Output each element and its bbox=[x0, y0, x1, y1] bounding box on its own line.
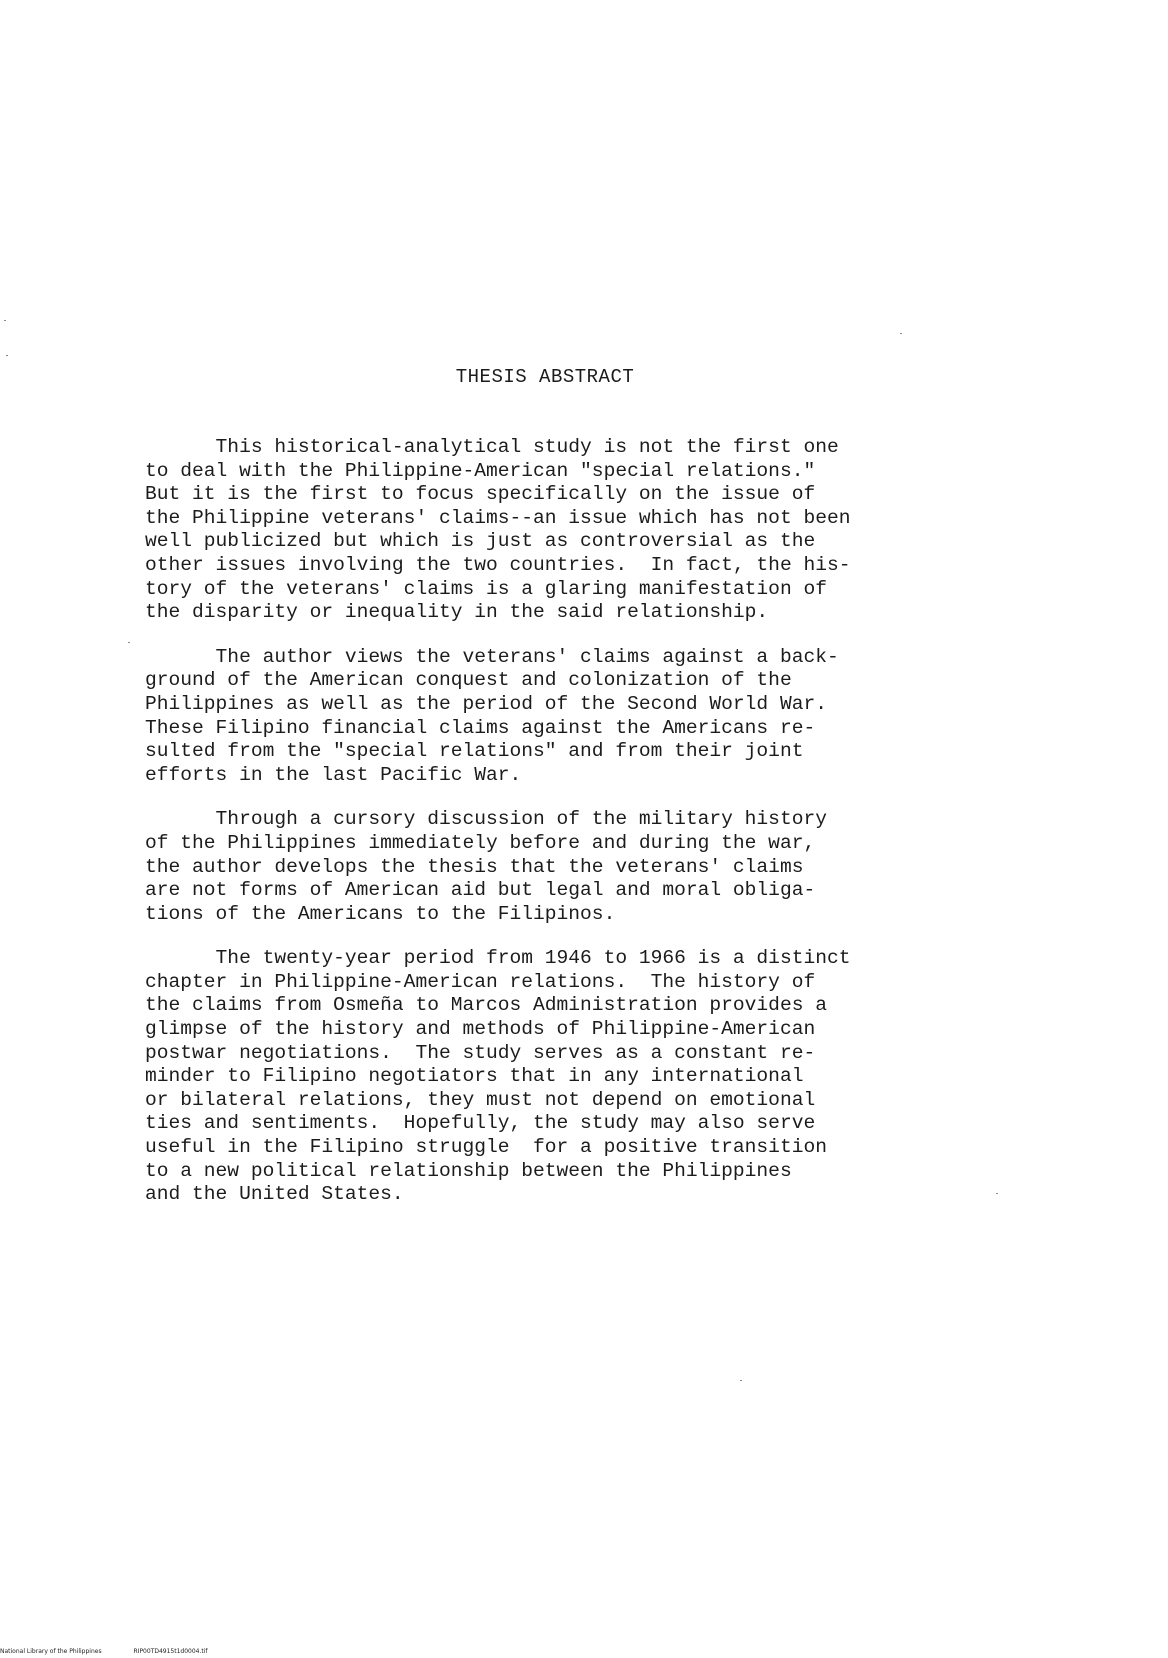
text-line: minder to Filipino negotiators that in any international bbox=[145, 1065, 804, 1088]
text-line: the Philippine veterans' claims--an issue which has not been bbox=[145, 506, 851, 529]
text-line: of the Philippines immediately before and during the war, bbox=[145, 831, 816, 854]
text-line: ties and sentiments. Hopefully, the study may also serve bbox=[145, 1112, 816, 1135]
scan-footer bbox=[0, 1648, 400, 1658]
text-line: The twenty-year period from 1946 to 1966 is a distinct bbox=[145, 947, 851, 970]
text-line: and the United States. bbox=[145, 1183, 404, 1206]
text-line: ground of the American conquest and colonization of the bbox=[145, 669, 792, 692]
footer-library: National Library of the Philippines bbox=[0, 1648, 102, 1655]
text-line: But it is the first to focus specifically on the issue of bbox=[145, 483, 816, 506]
text-line: sulted from the "special relations" and from their joint bbox=[145, 740, 804, 763]
text-line: the claims from Osmeña to Marcos Administration provides a bbox=[145, 994, 827, 1017]
paragraph-2 bbox=[145, 646, 1005, 788]
text-line: The author views the veterans' claims against a back- bbox=[145, 645, 839, 668]
scan-speck bbox=[6, 355, 8, 356]
scan-speck bbox=[996, 1193, 998, 1194]
text-line: efforts in the last Pacific War. bbox=[145, 763, 522, 786]
text-line: This historical-analytical study is not the first one bbox=[145, 436, 839, 458]
text-line: are not forms of American aid but legal and moral obliga- bbox=[145, 879, 816, 902]
scan-speck bbox=[128, 642, 130, 643]
text-line: the author develops the thesis that the veterans' claims bbox=[145, 855, 804, 878]
paragraph-1 bbox=[145, 436, 1005, 625]
text-line: Through a cursory discussion of the military history bbox=[145, 808, 827, 831]
text-line: glimpse of the history and methods of Philippine-American bbox=[145, 1018, 816, 1041]
text-line: to deal with the Philippine-American "special relations." bbox=[145, 459, 816, 482]
scan-speck bbox=[900, 333, 902, 334]
text-line: tory of the veterans' claims is a glaring manifestation of bbox=[145, 577, 827, 600]
footer-file-id: RIP00TD4915t1d0004.tif bbox=[133, 1648, 208, 1655]
text-line: postwar negotiations. The study serves as a constant re- bbox=[145, 1041, 816, 1064]
text-line: These Filipino financial claims against the Americans re- bbox=[145, 716, 816, 739]
text-line: well publicized but which is just as controversial as the bbox=[145, 530, 816, 553]
scan-speck bbox=[740, 1380, 742, 1381]
text-line: the disparity or inequality in the said relationship. bbox=[145, 601, 769, 624]
text-line: chapter in Philippine-American relations. The history of bbox=[145, 970, 816, 993]
text-line: or bilateral relations, they must not depend on emotional bbox=[145, 1088, 816, 1111]
text-line: useful in the Filipino struggle for a positive transition bbox=[145, 1136, 827, 1159]
abstract-body bbox=[145, 436, 1005, 1228]
text-line: Philippines as well as the period of the Second World War. bbox=[145, 692, 827, 715]
scan-speck bbox=[4, 320, 6, 321]
text-line: other issues involving the two countries. In fact, the his- bbox=[145, 553, 851, 576]
text-line: to a new political relationship between the Philippines bbox=[145, 1159, 792, 1182]
text-line: tions of the Americans to the Filipinos. bbox=[145, 902, 616, 925]
page-title: THESIS ABSTRACT bbox=[455, 366, 635, 388]
paragraph-3 bbox=[145, 808, 1005, 926]
paragraph-4 bbox=[145, 947, 1005, 1207]
